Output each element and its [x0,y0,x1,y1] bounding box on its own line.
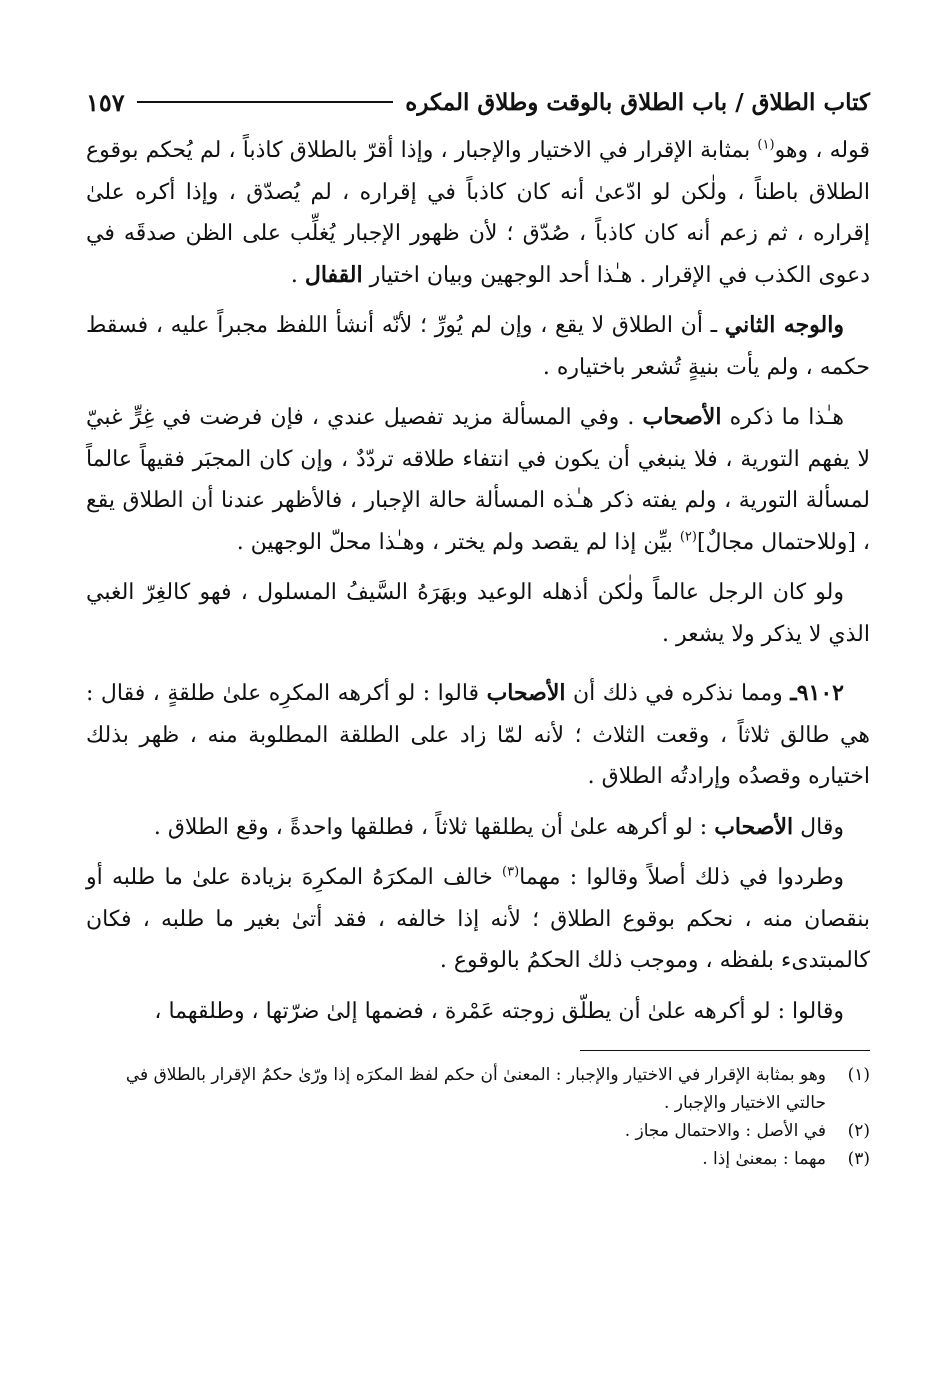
paragraph-6 [86,807,870,849]
footnote-separator [580,1050,870,1051]
paragraph-4 [86,572,870,655]
footnote-text: في الأصل : والاحتمال مجاز . [624,1121,826,1141]
text-run: وقال [793,814,844,840]
footnote-ref-2: (٢) [679,529,697,545]
main-text [86,130,870,1032]
text-run: ولو كان الرجل عالماً ولٰكن أذهله الوعيد وبهَرَهُ السَّيفُ المسلول ، فهو كالغِرّ الغبي الذي لا يذكر ولا يشعر . [86,580,870,647]
text-run: قوله ، وهو [774,138,870,163]
text-run: هـٰذا ما ذكره [721,405,844,430]
issue-number: ٩١٠٢ـ [790,680,844,706]
text-run: قالوا : لو أكرهه المكرِه علىٰ طلقةٍ ، فقال : هي طالق ثلاثاً ، وقعت الثلاث ؛ لأنه لمّا زاد على الطلقة المطلوبة منه ، ظهر بذلك اختياره وقصدُه وإرادتُه الطلاق . [86,681,870,789]
text-run: خالف المكرَهُ المكرِهَ بزيادة علىٰ ما طلبه أو بنقصان منه ، نحكم بوقوع الطلاق ؛ لأنه إذا خالفه ، فقد أتىٰ بغير ما طلبه ، فكان كالمبتدىء بلفظه ، وموجب ذلك الحكمُ بالوقوع . [86,865,870,973]
text-run: : لو أكرهه علىٰ أن يطلقها ثلاثاً ، فطلقها واحدةً ، وقع الطلاق . [153,814,715,840]
footnote-text: مهما : بمعنىٰ إذا . [702,1149,826,1169]
text-run: ومما نذكره في ذلك أن [565,681,791,706]
header-rule [137,101,394,103]
running-header [86,74,870,130]
text-run: . وفي المسألة مزيد تفصيل عندي ، فإن فرضت في غِرٍّ غبيّ لا يفهم التورية ، فلا ينبغي أن يكون في انتفاء طلاقه تردّدٌ ، وإن كان المجبَر فقيهاً عالماً لمسألة التورية ، ولم يفته ذكر هـٰذه المسألة حالة الإجبار ، فالأظهر عندنا أن الطلاق يقع ، [وللاحتمال مجالٌ] [86,405,870,555]
footnote-1 [86,1061,870,1117]
term-ashab: الأصحاب [486,680,566,706]
name-qaffal: القفال [304,261,363,288]
paragraph-5 [86,673,870,798]
footnote-2 [86,1117,870,1145]
text-run: . [290,262,305,288]
text-run: بيِّن إذا لم يقصد ولم يختر ، وهـٰذا محلّ الوجهين . [236,529,680,555]
text-run: ـ أن الطلاق لا يقع ، وإن لم يُورِّ ؛ لأنّه أنشأ اللفظ مجبراً عليه ، فسقط حكمه ، ولم يأت بنيةٍ تُشعر باختياره . [86,313,870,380]
text-run: بمثابة الإقرار في الاختيار والإجبار ، وإذا أقرّ بالطلاق كاذباً ، لم يُحكم بوقوع الطلاق باطناً ، ولٰكن لو ادّعىٰ أنه كان كاذباً في إقراره ، لم يُصدّق ، وإذا أكره علىٰ إقراره ، ثم زعم أنه كان كاذباً ، صُدّق ؛ لأن ظهور الإجبار يُغلِّب على الظن صدقَه في دعوى الكذب في الإقرار . هـٰذا أحد الوجهين وبيان اختيار [86,138,870,288]
footnote-ref-3: (٣) [502,864,520,880]
footnote-number: (٢) [847,1121,870,1141]
paragraph-7 [86,857,870,982]
footnote-ref-1: (١) [757,137,775,153]
heading-second-aspect: والوجه الثاني [724,312,844,338]
paragraph-3 [86,397,870,563]
paragraph-1 [86,130,870,296]
term-ashab: الأصحاب [714,813,794,840]
footnote-number: (١) [847,1065,870,1085]
header-title: كتاب الطلاق / باب الطلاق بالوقت وطلاق المكره [405,88,870,116]
page-number: ١٥٧ [86,87,125,117]
book-page [86,74,870,1173]
footnote-number: (٣) [847,1149,870,1169]
text-run: وطردوا في ذلك أصلاً وقالوا : مهما [519,865,844,890]
text-run: وقالوا : لو أكرهه علىٰ أن يطلّق زوجته عَمْرة ، فضمها إلىٰ ضرّتها ، وطلقهما ، [154,998,844,1024]
footnote-3 [86,1145,870,1173]
paragraph-8 [86,991,870,1033]
footnotes [86,1061,870,1173]
footnote-text: وهو بمثابة الإقرار في الاختيار والإجبار : المعنىٰ أن حكم لفظ المكرَه إذا ورّىٰ حكمُ الإقرار بالطلاق في حالتي الاختيار والإجبار . [125,1065,826,1113]
term-ashab: الأصحاب [642,404,722,430]
paragraph-2 [86,305,870,388]
